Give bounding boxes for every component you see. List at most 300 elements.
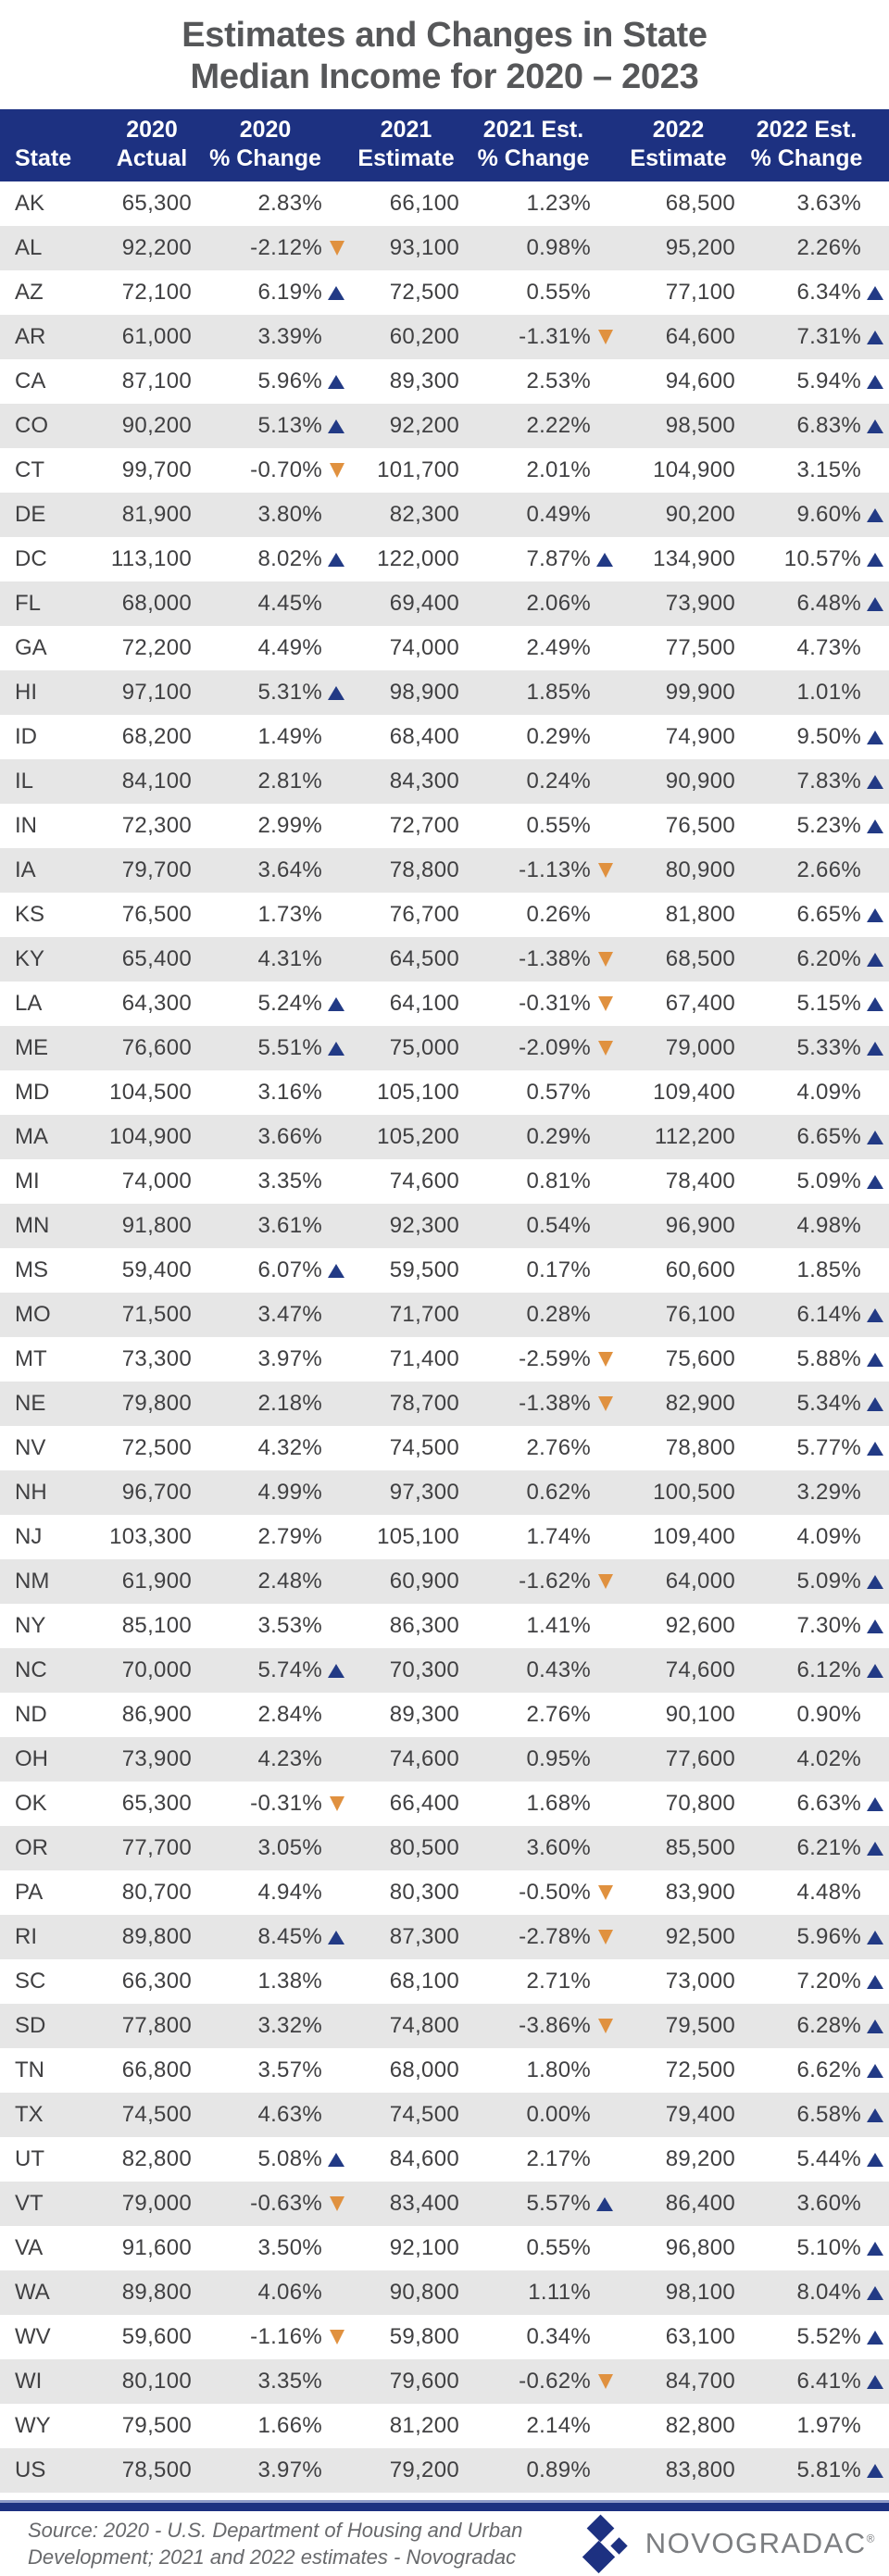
trend-marker-slot	[861, 508, 889, 522]
cell-2020-pct-change	[194, 902, 350, 928]
cell-2021-est-pct-change	[462, 502, 619, 528]
cell-2020-pct-change	[194, 635, 350, 661]
cell-2021-est-pct-change	[462, 1702, 619, 1728]
cell-2022-est-pct-change	[738, 1702, 889, 1728]
column-header-state	[0, 109, 109, 181]
cell-2020-pct-change	[194, 191, 350, 217]
cell-2021-est-pct-change	[462, 1746, 619, 1772]
cell-2021-estimate: 122,000	[377, 546, 459, 571]
cell-2020-pct-change	[194, 1257, 350, 1283]
cell-2020-pct-change	[194, 1480, 350, 1506]
cell-2022-est-pct-change	[738, 591, 889, 617]
up-triangle-icon	[867, 997, 883, 1011]
cell-2020-pct-change	[194, 1969, 350, 1995]
cell-2021-estimate: 90,800	[389, 2280, 459, 2305]
cell-2020-actual: 79,800	[121, 1391, 192, 1416]
up-triangle-icon	[867, 508, 883, 522]
cell-2022-est-pct-change	[738, 235, 889, 261]
cell-2020-pct-change-value: 1.38%	[257, 1969, 322, 1994]
table-row	[0, 181, 889, 226]
cell-2021-estimate: 59,800	[389, 2324, 459, 2349]
trend-marker-slot	[861, 331, 889, 344]
cell-2022-est-pct-change-value: 5.81%	[796, 2457, 861, 2482]
cell-2020-pct-change	[194, 1346, 350, 1372]
cell-2022-est-pct-change-value: 6.65%	[796, 1124, 861, 1149]
cell-2020-actual: 82,800	[121, 2146, 192, 2171]
cell-2021-est-pct-change	[462, 946, 619, 972]
up-triangle-icon	[328, 2153, 344, 2167]
trend-marker-slot	[861, 1664, 889, 1678]
cell-2022-est-pct-change	[738, 1924, 889, 1950]
cell-2021-est-pct-change-value: 2.76%	[526, 1702, 591, 1727]
cell-2022-estimate: 98,500	[665, 413, 735, 438]
trend-marker-slot	[322, 1264, 350, 1278]
cell-2021-est-pct-change	[462, 191, 619, 217]
trend-marker-slot	[861, 419, 889, 433]
trend-marker-slot	[591, 1574, 619, 1589]
novogradac-logo	[584, 2515, 876, 2572]
trend-marker-slot	[591, 2019, 619, 2033]
cell-state: SD	[15, 2013, 46, 2038]
cell-2020-pct-change-value: 6.07%	[257, 1257, 322, 1282]
cell-2022-est-pct-change-value: 6.62%	[796, 2057, 861, 2082]
cell-2020-pct-change	[194, 1035, 350, 1061]
cell-2022-est-pct-change	[738, 2457, 889, 2483]
cell-2021-est-pct-change-value: -0.62%	[519, 2369, 591, 2394]
cell-2022-estimate: 90,100	[665, 1702, 735, 1727]
cell-2020-pct-change-value: 4.99%	[257, 1480, 322, 1505]
cell-2022-estimate: 90,900	[665, 769, 735, 794]
cell-2021-estimate: 72,700	[389, 813, 459, 838]
cell-2022-est-pct-change-value: 5.15%	[796, 991, 861, 1016]
cell-2021-est-pct-change-value: 0.62%	[526, 1480, 591, 1505]
cell-2020-actual: 71,500	[121, 1302, 192, 1327]
cell-2021-est-pct-change-value: -2.09%	[519, 1035, 591, 1060]
cell-2022-estimate: 85,500	[665, 1835, 735, 1860]
trend-marker-slot	[861, 1353, 889, 1367]
up-triangle-icon	[867, 2464, 883, 2478]
up-triangle-icon	[867, 2064, 883, 2078]
trend-marker-slot	[322, 1664, 350, 1678]
up-triangle-icon	[328, 375, 344, 389]
cell-state: IL	[15, 769, 34, 794]
cell-2021-estimate: 64,500	[389, 946, 459, 971]
cell-2020-pct-change	[194, 1924, 350, 1950]
cell-2022-est-pct-change	[738, 1835, 889, 1861]
cell-2021-est-pct-change	[462, 1969, 619, 1995]
cell-2021-estimate: 105,100	[377, 1080, 459, 1105]
down-triangle-icon	[598, 1396, 613, 1411]
cell-2020-actual: 104,900	[109, 1124, 192, 1149]
table-row	[0, 537, 889, 581]
down-triangle-icon	[598, 952, 613, 967]
cell-2022-est-pct-change-value: 6.28%	[796, 2013, 861, 2038]
cell-state: MI	[15, 1169, 40, 1194]
cell-state: WI	[15, 2369, 43, 2394]
up-triangle-icon	[867, 2020, 883, 2033]
cell-2022-est-pct-change-value: 6.65%	[796, 902, 861, 927]
up-triangle-icon	[867, 553, 883, 567]
cell-2020-actual: 72,100	[121, 280, 192, 305]
cell-2022-estimate: 76,100	[665, 1302, 735, 1327]
cell-2020-pct-change-value: 5.08%	[257, 2146, 322, 2171]
cell-2020-pct-change	[194, 2013, 350, 2039]
cell-2022-est-pct-change-value: 4.48%	[796, 1880, 861, 1905]
cell-2022-est-pct-change	[738, 2280, 889, 2306]
trend-marker-slot	[861, 286, 889, 300]
cell-2020-actual: 80,700	[121, 1880, 192, 1905]
cell-2022-est-pct-change-value: 1.85%	[796, 1257, 861, 1282]
cell-state: WA	[15, 2280, 50, 2305]
cell-2022-est-pct-change-value: 3.15%	[796, 457, 861, 482]
cell-state: MD	[15, 1080, 50, 1105]
trend-marker-slot	[861, 1308, 889, 1322]
cell-2022-est-pct-change-value: 2.26%	[796, 235, 861, 260]
cell-2020-actual: 74,000	[121, 1169, 192, 1194]
trend-marker-slot	[322, 463, 350, 478]
cell-state: DC	[15, 546, 47, 571]
cell-state: OR	[15, 1835, 48, 1860]
up-triangle-icon	[867, 1931, 883, 1945]
cell-2020-pct-change-value: 3.05%	[257, 1835, 322, 1860]
cell-2021-estimate: 59,500	[389, 1257, 459, 1282]
registered-trademark-icon: ®	[866, 2532, 876, 2545]
cell-2021-est-pct-change	[462, 1124, 619, 1150]
cell-2021-est-pct-change	[462, 2057, 619, 2083]
cell-2021-est-pct-change-value: 0.57%	[526, 1080, 591, 1105]
cell-2021-estimate: 74,800	[389, 2013, 459, 2038]
cell-2022-estimate: 78,400	[665, 1169, 735, 1194]
cell-2022-estimate: 73,900	[665, 591, 735, 616]
up-triangle-icon	[328, 1042, 344, 1056]
cell-2022-estimate: 77,600	[665, 1746, 735, 1771]
cell-2020-actual: 87,100	[121, 369, 192, 394]
up-triangle-icon	[867, 1842, 883, 1856]
cell-state: NV	[15, 1435, 46, 1460]
cell-2021-est-pct-change	[462, 2235, 619, 2261]
cell-2021-estimate: 74,500	[389, 2102, 459, 2127]
table-row	[0, 1559, 889, 1604]
divider-bar	[0, 2500, 889, 2511]
cell-2022-est-pct-change	[738, 2013, 889, 2039]
cell-2021-est-pct-change	[462, 1880, 619, 1906]
cell-2021-est-pct-change	[462, 457, 619, 483]
cell-2020-actual: 89,800	[121, 1924, 192, 1949]
cell-state: NH	[15, 1480, 47, 1505]
cell-2021-est-pct-change	[462, 1257, 619, 1283]
cell-2021-est-pct-change-value: 1.11%	[528, 2280, 591, 2305]
cell-2022-est-pct-change	[738, 1213, 889, 1239]
cell-state: RI	[15, 1924, 37, 1949]
cell-2020-pct-change	[194, 369, 350, 394]
cell-2022-estimate: 90,200	[665, 502, 735, 527]
cell-state: IA	[15, 857, 36, 882]
cell-2020-pct-change-value: -1.16%	[250, 2324, 322, 2349]
cell-2020-pct-change-value: 4.31%	[257, 946, 322, 971]
cell-2021-est-pct-change-value: 0.43%	[526, 1657, 591, 1682]
up-triangle-icon	[867, 1664, 883, 1678]
cell-2020-actual: 76,500	[121, 902, 192, 927]
cell-2020-actual: 89,800	[121, 2280, 192, 2305]
cell-2021-est-pct-change	[462, 1657, 619, 1683]
cell-2020-pct-change	[194, 1791, 350, 1817]
cell-2020-pct-change	[194, 2280, 350, 2306]
trend-marker-slot	[861, 819, 889, 833]
trend-marker-slot	[322, 375, 350, 389]
cell-2022-est-pct-change-value: 4.73%	[796, 635, 861, 660]
cell-2021-estimate: 82,300	[389, 502, 459, 527]
trend-marker-slot	[861, 1442, 889, 1456]
cell-2020-pct-change-value: 2.79%	[257, 1524, 322, 1549]
trend-marker-slot	[322, 2196, 350, 2211]
cell-2021-est-pct-change	[462, 724, 619, 750]
trend-marker-slot	[322, 241, 350, 256]
cell-2021-estimate: 84,300	[389, 769, 459, 794]
cell-2022-estimate: 96,900	[665, 1213, 735, 1238]
cell-state: CT	[15, 457, 44, 482]
table-row	[0, 2137, 889, 2182]
cell-2022-est-pct-change-value: 6.83%	[796, 413, 861, 438]
up-triangle-icon	[328, 1264, 344, 1278]
cell-2022-est-pct-change-value: 10.57%	[783, 546, 861, 571]
cell-2021-estimate: 92,300	[389, 1213, 459, 1238]
cell-2022-estimate: 92,500	[665, 1924, 735, 1949]
cell-state: WV	[15, 2324, 51, 2349]
cell-2020-actual: 64,300	[121, 991, 192, 1016]
up-triangle-icon	[867, 597, 883, 611]
cell-2021-est-pct-change	[462, 413, 619, 439]
cell-2021-est-pct-change	[462, 2191, 619, 2217]
cell-state: HI	[15, 680, 37, 705]
cell-2020-pct-change	[194, 2324, 350, 2350]
cell-2020-actual: 74,500	[121, 2102, 192, 2127]
trend-marker-slot	[322, 286, 350, 300]
cell-2020-pct-change	[194, 2057, 350, 2083]
down-triangle-icon	[330, 241, 344, 256]
cell-2020-actual: 92,200	[121, 235, 192, 260]
cell-state: ND	[15, 1702, 47, 1727]
cell-2021-estimate: 80,500	[389, 1835, 459, 1860]
cell-2020-pct-change	[194, 1702, 350, 1728]
cell-2020-actual: 72,300	[121, 813, 192, 838]
up-triangle-icon	[867, 1619, 883, 1633]
cell-2020-pct-change-value: 5.13%	[257, 413, 322, 438]
cell-2022-estimate: 83,900	[665, 1880, 735, 1905]
cell-2022-est-pct-change	[738, 2369, 889, 2395]
cell-2020-actual: 77,700	[121, 1835, 192, 1860]
cell-2021-estimate: 76,700	[389, 902, 459, 927]
cell-2022-estimate: 70,800	[665, 1791, 735, 1816]
cell-2020-pct-change-value: 3.80%	[257, 502, 322, 527]
source-note-line2: Development; 2021 and 2022 estimates - Novogradac	[28, 2545, 517, 2569]
cell-2021-estimate: 71,400	[389, 1346, 459, 1371]
trend-marker-slot	[591, 952, 619, 967]
table-row	[0, 804, 889, 848]
cell-2021-estimate: 68,100	[389, 1969, 459, 1994]
cell-2021-est-pct-change	[462, 591, 619, 617]
cell-2021-estimate: 78,700	[389, 1391, 459, 1416]
cell-2020-pct-change	[194, 457, 350, 483]
cell-2020-pct-change-value: 1.49%	[257, 724, 322, 749]
cell-2022-estimate: 89,200	[665, 2146, 735, 2171]
down-triangle-icon	[598, 1930, 613, 1945]
trend-marker-slot	[591, 996, 619, 1011]
cell-2020-actual: 86,900	[121, 1702, 192, 1727]
cell-2021-estimate: 98,900	[389, 680, 459, 705]
cell-2022-est-pct-change-value: 6.12%	[796, 1657, 861, 1682]
cell-2021-estimate: 64,100	[389, 991, 459, 1016]
cell-2020-pct-change-value: 3.47%	[257, 1302, 322, 1327]
cell-2022-est-pct-change	[738, 1302, 889, 1328]
table-row	[0, 2359, 889, 2404]
cell-2022-est-pct-change	[738, 1124, 889, 1150]
up-triangle-icon	[867, 1131, 883, 1144]
cell-state: VA	[15, 2235, 44, 2260]
cell-2022-estimate: 64,600	[665, 324, 735, 349]
cell-2022-estimate: 75,600	[665, 1346, 735, 1371]
cell-2022-est-pct-change-value: 4.02%	[796, 1746, 861, 1771]
up-triangle-icon	[867, 375, 883, 389]
cell-state: NJ	[15, 1524, 43, 1549]
cell-2020-pct-change	[194, 1169, 350, 1194]
novogradac-diamonds-icon	[584, 2515, 631, 2572]
cell-2020-pct-change-value: 8.02%	[257, 546, 322, 571]
cell-2021-est-pct-change-value: -1.13%	[519, 857, 591, 882]
cell-2020-pct-change-value: 2.84%	[257, 1702, 322, 1727]
cell-2021-est-pct-change-value: 0.55%	[526, 813, 591, 838]
cell-state: AK	[15, 191, 45, 216]
footer	[0, 2511, 889, 2576]
cell-2020-pct-change-value: 5.51%	[257, 1035, 322, 1060]
cell-state: OK	[15, 1791, 47, 1816]
cell-2020-actual: 81,900	[121, 502, 192, 527]
cell-2020-pct-change	[194, 813, 350, 839]
cell-2020-actual: 70,000	[121, 1657, 192, 1682]
cell-2021-est-pct-change-value: 2.49%	[526, 635, 591, 660]
cell-2022-est-pct-change	[738, 1791, 889, 1817]
up-triangle-icon	[867, 1353, 883, 1367]
up-triangle-icon	[867, 286, 883, 300]
cell-2020-pct-change	[194, 1435, 350, 1461]
cell-2020-pct-change-value: 4.23%	[257, 1746, 322, 1771]
up-triangle-icon	[867, 2242, 883, 2256]
cell-2022-estimate: 94,600	[665, 369, 735, 394]
cell-2021-est-pct-change	[462, 235, 619, 261]
cell-2022-est-pct-change	[738, 1435, 889, 1461]
cell-2022-est-pct-change	[738, 369, 889, 394]
cell-2022-est-pct-change	[738, 991, 889, 1017]
up-triangle-icon	[328, 1664, 344, 1678]
cell-2022-est-pct-change-value: 9.60%	[796, 502, 861, 527]
down-triangle-icon	[598, 1885, 613, 1900]
cell-state: MT	[15, 1346, 47, 1371]
cell-2021-est-pct-change-value: 0.55%	[526, 280, 591, 305]
cell-2022-est-pct-change-value: 6.20%	[796, 946, 861, 971]
table-row	[0, 670, 889, 715]
cell-2021-estimate: 68,000	[389, 2057, 459, 2082]
cell-2021-est-pct-change	[462, 2146, 619, 2172]
cell-2022-estimate: 83,800	[665, 2457, 735, 2482]
cell-2022-est-pct-change	[738, 1969, 889, 1995]
cell-state: ID	[15, 724, 37, 749]
table-row	[0, 1648, 889, 1693]
cell-2020-actual: 96,700	[121, 1480, 192, 1505]
table-row	[0, 1737, 889, 1782]
cell-2020-pct-change	[194, 591, 350, 617]
cell-2022-estimate: 100,500	[653, 1480, 735, 1505]
cell-2020-pct-change-value: 4.49%	[257, 635, 322, 660]
page-title	[0, 0, 889, 109]
cell-2022-est-pct-change	[738, 2102, 889, 2128]
cell-2022-estimate: 92,600	[665, 1613, 735, 1638]
cell-2021-est-pct-change-value: 1.80%	[526, 2057, 591, 2082]
trend-marker-slot	[861, 1042, 889, 1056]
cell-2022-est-pct-change-value: 6.63%	[796, 1791, 861, 1816]
cell-2022-est-pct-change	[738, 1524, 889, 1550]
up-triangle-icon	[867, 2331, 883, 2345]
cell-2021-estimate: 79,600	[389, 2369, 459, 2394]
cell-2021-estimate: 68,400	[389, 724, 459, 749]
cell-state: MA	[15, 1124, 48, 1149]
table-row	[0, 2448, 889, 2493]
cell-2020-pct-change-value: 4.45%	[257, 591, 322, 616]
table-row	[0, 448, 889, 493]
cell-2020-actual: 73,900	[121, 1746, 192, 1771]
up-triangle-icon	[867, 1975, 883, 1989]
cell-2021-est-pct-change-value: 1.23%	[526, 191, 591, 216]
cell-2020-pct-change-value: 3.16%	[257, 1080, 322, 1105]
cell-2020-pct-change-value: -2.12%	[250, 235, 322, 260]
trend-marker-slot	[591, 863, 619, 878]
up-triangle-icon	[596, 553, 613, 567]
cell-2021-est-pct-change	[462, 1524, 619, 1550]
cell-2021-est-pct-change-value: 1.41%	[526, 1613, 591, 1638]
table-row	[0, 715, 889, 759]
table-row	[0, 1026, 889, 1070]
table-row	[0, 1515, 889, 1559]
table-header	[0, 109, 889, 181]
cell-2020-pct-change-value: 5.96%	[257, 369, 322, 394]
cell-2022-est-pct-change-value: 5.94%	[796, 369, 861, 394]
cell-2022-est-pct-change	[738, 680, 889, 706]
cell-2020-actual: 79,500	[121, 2413, 192, 2438]
cell-2020-pct-change	[194, 2235, 350, 2261]
cell-2021-est-pct-change-value: -1.38%	[519, 946, 591, 971]
table-row	[0, 1782, 889, 1826]
cell-2022-estimate: 77,100	[665, 280, 735, 305]
cell-state: AZ	[15, 280, 44, 305]
cell-2020-pct-change	[194, 1880, 350, 1906]
cell-2021-est-pct-change	[462, 324, 619, 350]
cell-2021-est-pct-change	[462, 1613, 619, 1639]
cell-2022-estimate: 76,500	[665, 813, 735, 838]
cell-state: ME	[15, 1035, 48, 1060]
trend-marker-slot	[861, 597, 889, 611]
cell-2021-est-pct-change	[462, 1346, 619, 1372]
trend-marker-slot	[861, 1131, 889, 1144]
cell-2021-estimate: 74,000	[389, 635, 459, 660]
table-row	[0, 2404, 889, 2448]
cell-2022-est-pct-change-value: 5.34%	[796, 1391, 861, 1416]
cell-state: FL	[15, 591, 42, 616]
cell-2022-estimate: 74,900	[665, 724, 735, 749]
cell-2020-pct-change-value: 3.57%	[257, 2057, 322, 2082]
cell-2021-est-pct-change-value: 1.68%	[526, 1791, 591, 1816]
cell-2021-est-pct-change	[462, 813, 619, 839]
cell-2022-estimate: 72,500	[665, 2057, 735, 2082]
trend-marker-slot	[322, 553, 350, 567]
cell-2021-estimate: 78,800	[389, 857, 459, 882]
